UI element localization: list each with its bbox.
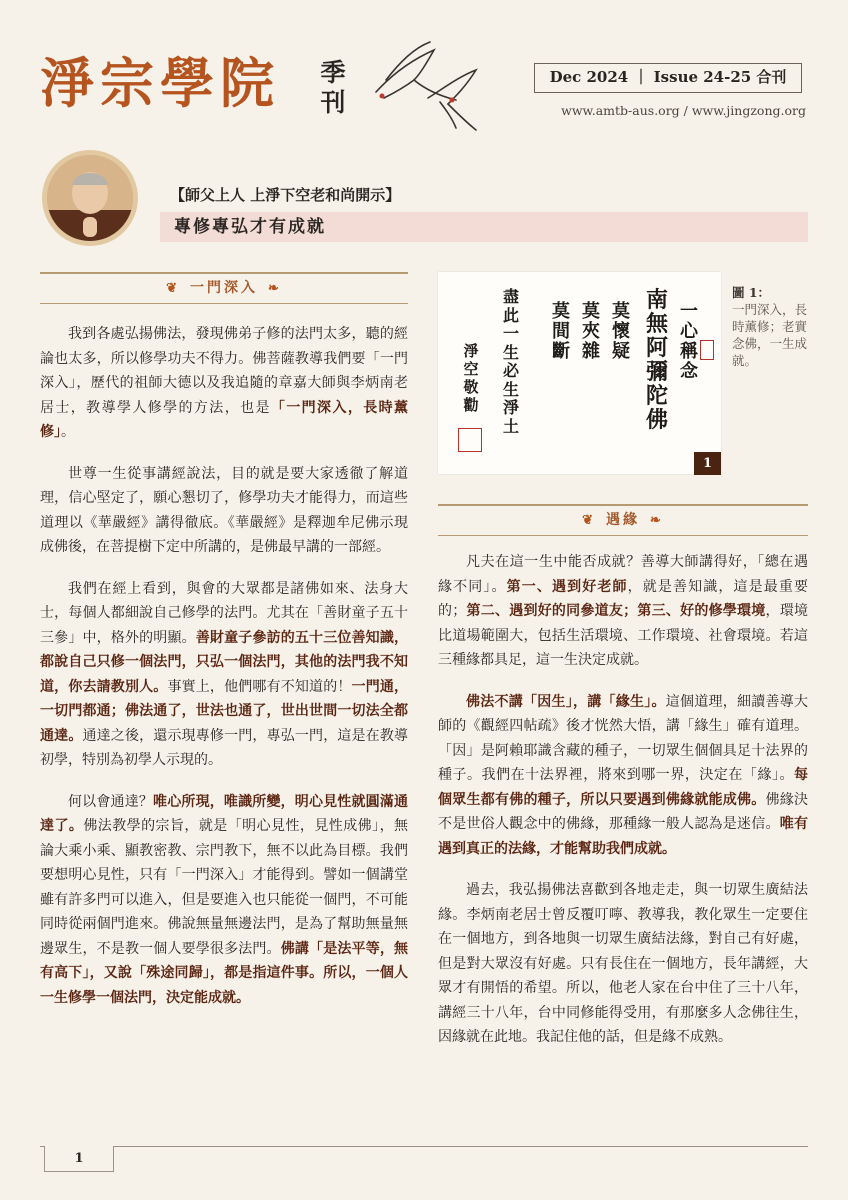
- bold-text: 第二、遇到好的同參道友；第三、好的修學環境: [466, 603, 766, 619]
- paragraph: 我們在經上看到，與會的大眾都是諸佛如來、法身大士，每個人都細說自己修學的法門。尤其在「善財童子五十三參」中，格外的明顯。善財童子參訪的五十三位善知識，都說自己只修一個法門，只弘一個法門，其他的法門我不知道，你去請教別人。事實上，他們哪有不知道的！一門通，一切門都通；佛法通了，世法也通了，世出世間一切法全都通達。通達之後，還示現專修一門，專弘一門，這是在教導初學，特別為初學人示現的。: [40, 580, 409, 768]
- calligraphy-line: 莫夾雜: [582, 301, 600, 362]
- master-portrait: [42, 150, 138, 246]
- section-title: 一門深入: [190, 280, 258, 296]
- figure-number-badge: 1: [694, 452, 721, 475]
- paragraph: 我到各處弘揚佛法，發現佛弟子修的法門太多，聽的經論也太多，所以修學功夫不得力。佛菩薩教導我們要「一門深入」，歷代的祖師大德以及我追隨的章嘉大師與李炳南老居士，教導學人修學的方法，也是「一門深入，長時薰修」。: [40, 326, 409, 440]
- masthead-title: 淨宗學院: [40, 51, 280, 115]
- caption-text: 一門深入，長時薰修；老實念佛，一生成就。: [732, 302, 808, 368]
- calligraphy-line: 南無阿彌陀佛: [645, 287, 668, 433]
- ornament-icon: ❧: [650, 513, 664, 528]
- bold-text: 一門通，一切門都通；佛法通了，世法也通了，世出世間一切法全都通達。: [40, 678, 409, 744]
- calligraphy-line: 盡此一生必生淨土: [502, 287, 519, 436]
- banner-heading: 【師父上人 上淨下空老和尚開示】: [170, 186, 401, 204]
- bold-text: 「一門深入，長時薰修」: [40, 399, 409, 440]
- figure-caption: [732, 284, 808, 369]
- calligraphy-line: 莫懷疑: [612, 301, 630, 362]
- portrait-image: [47, 155, 133, 241]
- section-header-one-gate: [40, 272, 408, 304]
- bold-text: 唯心所現，唯識所變，明心見性就圓滿通達了。: [40, 793, 409, 834]
- right-column-text: [438, 550, 808, 1067]
- paragraph: 過去，我弘揚佛法喜歡到各地走走，與一切眾生廣結法緣。李炳南老居士曾反覆叮嚀、教導我，教化眾生一定要住在一個地方，到各地與一切眾生廣結法緣，對自己有好處，但是對大眾沒有好處。只有長住在一個地方，長年講經，大眾才有開悟的希望。所以，他老人家在台中住了三十八年，講經三十八年，台中同修能得受用，有那麼多人念佛往生，因緣就在此地。我記住他的話，但是緣不成熟。: [438, 882, 808, 1045]
- calligraphy-line: 一心稱念: [680, 301, 698, 382]
- calligraphy-line: 莫間斷: [552, 301, 570, 362]
- section-title: 遇緣: [606, 512, 640, 528]
- ornament-icon: ❦: [166, 281, 180, 296]
- issue-box: Dec 2024 ｜ Issue 24-25 合刊: [534, 63, 802, 93]
- banner-subheading: 專修專弘才有成就: [160, 212, 808, 242]
- bold-text: 善財童子參訪的五十三位善知識，都說自己只修一個法門，只弘一個法門，其他的法門我不知道，你去請教別人。: [40, 629, 409, 695]
- bold-text: 唯有遇到真正的法緣，才能幫助我們成就。: [438, 816, 809, 857]
- bold-text: 佛講「是法平等，無有高下」，又說「殊途同歸」，都是指這件事。所以，一個人一生修學一個法門，決定能成就。: [40, 940, 409, 1006]
- website-links: www.amtb-aus.org / www.jingzong.org: [561, 103, 806, 118]
- paragraph: 世尊一生從事講經說法，目的就是要大家透徹了解道理，信心堅定了，願心懇切了，修學功夫才能得力，而這些道理以《華嚴經》講得徹底。《華嚴經》是釋迦牟尼佛示現成佛後，在菩提樹下定中所講的，是佛最早講的一部經。: [40, 465, 408, 555]
- masthead-subtitle: 季刊: [320, 58, 346, 117]
- paragraph: 凡夫在這一生中能否成就？善導大師講得好，「總在遇緣不同」。第一、遇到好老師，就是善知識，這是最重要的；第二、遇到好的同參道友；第三、好的修學環境，環境比道場範圍大，包括生活環境、工作環境、社會環境。若這三種緣都具足，這一生決定成就。: [438, 554, 809, 668]
- ornament-icon: ❦: [582, 513, 596, 528]
- bold-text: 每個眾生都有佛的種子，所以只要遇到佛緣就能成佛。: [438, 767, 808, 808]
- seal-stamp-icon: [458, 428, 482, 452]
- cranes-illustration: [356, 40, 486, 132]
- ornament-icon: ❧: [268, 281, 282, 296]
- bold-text: 第一、遇到好老師: [506, 578, 628, 595]
- calligraphy-signature: 淨空敬勸: [463, 342, 479, 414]
- section-header-meeting-conditions: [438, 504, 808, 536]
- bold-text: 佛法不講「因生」，講「緣生」。: [466, 693, 666, 710]
- paragraph: 何以會通達？唯心所現，唯識所變，明心見性就圓滿通達了。佛法教學的宗旨，就是「明心見性，見性成佛」，無論大乘小乘、顯教密教、宗門教下，無不以此為目標。我們要想明心見性，只有「一門深入」才能得到。譬如一個講堂雖有許多門可以進入，但是要進入也只能從一個門，不可能同時從兩個門進來。佛說無量無邊法門，是為了幫助無量無邊眾生，不是教一個人要學很多法門。佛講「是法平等，無有高下」，又說「殊途同歸」，都是指這件事。所以，一個人一生修學一個法門，決定能成就。: [40, 793, 409, 1006]
- seal-stamp-icon: [700, 340, 714, 360]
- caption-label: 圖 1：: [732, 285, 771, 300]
- footer-divider: [40, 1146, 808, 1147]
- calligraphy-figure: [438, 272, 721, 474]
- paragraph: 佛法不講「因生」，講「緣生」。這個道理，細讀善導大師的《觀經四帖疏》後才恍然大悟，講「緣生」確有道理。「因」是阿賴耶識含藏的種子，一切眾生個個具足十法界的種子。我們在十法界裡，將來到哪一界，決定在「緣」。每個眾生都有佛的種子，所以只要遇到佛緣就能成佛。佛緣決不是世俗人觀念中的佛緣，那種緣一般人認為是迷信。唯有遇到真正的法緣，才能幫助我們成就。: [438, 693, 809, 857]
- left-column-text: [40, 322, 408, 1027]
- page-number: 1: [44, 1146, 114, 1172]
